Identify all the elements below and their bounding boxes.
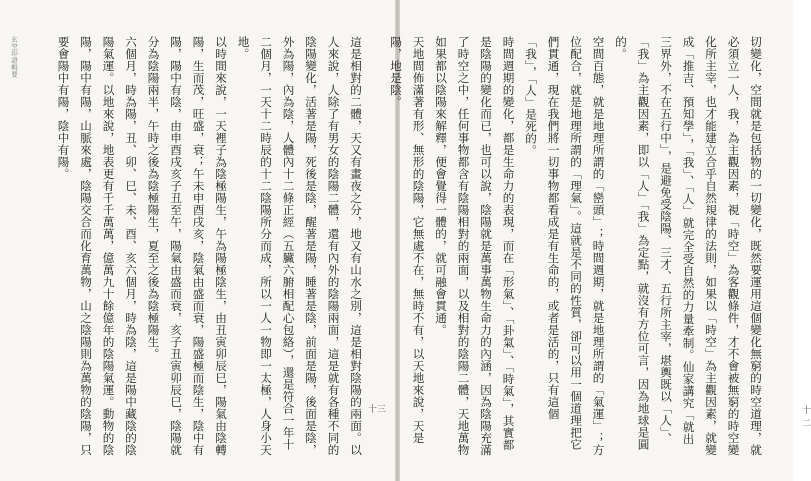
left-page-text: 這是相對的二體，天又有畫夜之分，地又有山水之別，這是相對陰陽的兩面。以人來說，人除了有男女的陰陽二體，還有內外的陰陽兩面，這是就有各種不同的陰陽變化，活著是陽，死後是陰，醒著是陽，睡著是陰，前面是陽，後面是陰，外為陽，內為陰，人體內十二條正經（五臟六腑相配心包絡），還是符合一年十二個月，一天十二時辰的十二陰陽所分而成，所以一人一物即一太極，人身小天地。 以時間來說，一天裡子為陰極陽生，午為陽極陰生，由丑寅卯辰巳，陽氣由陰轉陽，生而茂，旺盛，衰；午未申酉戌亥，陰氣由盛而衰，陽盛極而陰生，陰中有陽，陽中有陰，由申酉戌亥子丑至午，陽氣由盛而衰，亥子丑寅卯辰巳，陰陽就分為陰陽兩半，午時之後為陰極陽生，夏至之後為陰極陽生。 六個月，時為陽，丑、卯、巳、未、酉、亥六個月，時為陰，這是陽中藏陰的陰陽氣運。以地來說，地表更有千千萬萬，億萬九十餘億年的陰陽氣運。動物的陰陽，陽中有陽，山脈來處，陰陽交合而化育萬物，山之陰陽則為萬物的陰陽，只要會陽中有陽，陰中有陽。 <box>56 36 363 456</box>
right-page <box>389 0 811 481</box>
right-page-text: 切變化，空間就是包括物的一切變化，既然要運用這個變化無窮的時空道理，就必須立一人，我，為主觀因素，視「時空」為客觀條件，才不會被無窮的時空變化所主宰，也才能建立合乎自然規律的法則，如果以「時空」為主觀因素，就變成「推吉、預知學」，「我」、「人」就完全受自然的力量牽制。仙家講究「就出三界外，不在五行中」，是避免受陰陽、三才、五行所主宰，堪輿既以「人」、「我」為主觀因素，即以「人」「我」為定點，就沒有方位可言，因為地球是圓的。 空間百態，就是地理所謂的「巒頭」；時間週期，就是地理所謂的「氣運」；方位配合，就是地理所謂的「理氣」。這就是不同的性質，卻可以用一個道理把它們貫通，現在我們將一切事物都看成是有生命的，或者是活的，只有這個「我」，「人」是死的。 時間週期的變化，都是生命力的表現，而在「形氣」、「卦氣」、「時氣」，其實都是陰陽的變化而已，也可以說，陰陽就是萬事萬物生命力的內涵，因為陰陽充滿了時空之中，任何事物都含有陰陽相對的兩面，以及相對的陰陽二體，天地萬物如果都以陰陽來解釋，便會覺得一體的，就可融會貫通。 天地間佈滿著有形、無形的陰陽，它無處不在，無時不有，以天地來說，天是陽，地是陰。 <box>389 36 763 456</box>
left-page <box>0 0 395 481</box>
right-page-number: 十二 <box>802 406 811 429</box>
left-page-number: 十三 <box>368 405 387 415</box>
running-header: 玄空印證輯要 <box>10 36 18 78</box>
